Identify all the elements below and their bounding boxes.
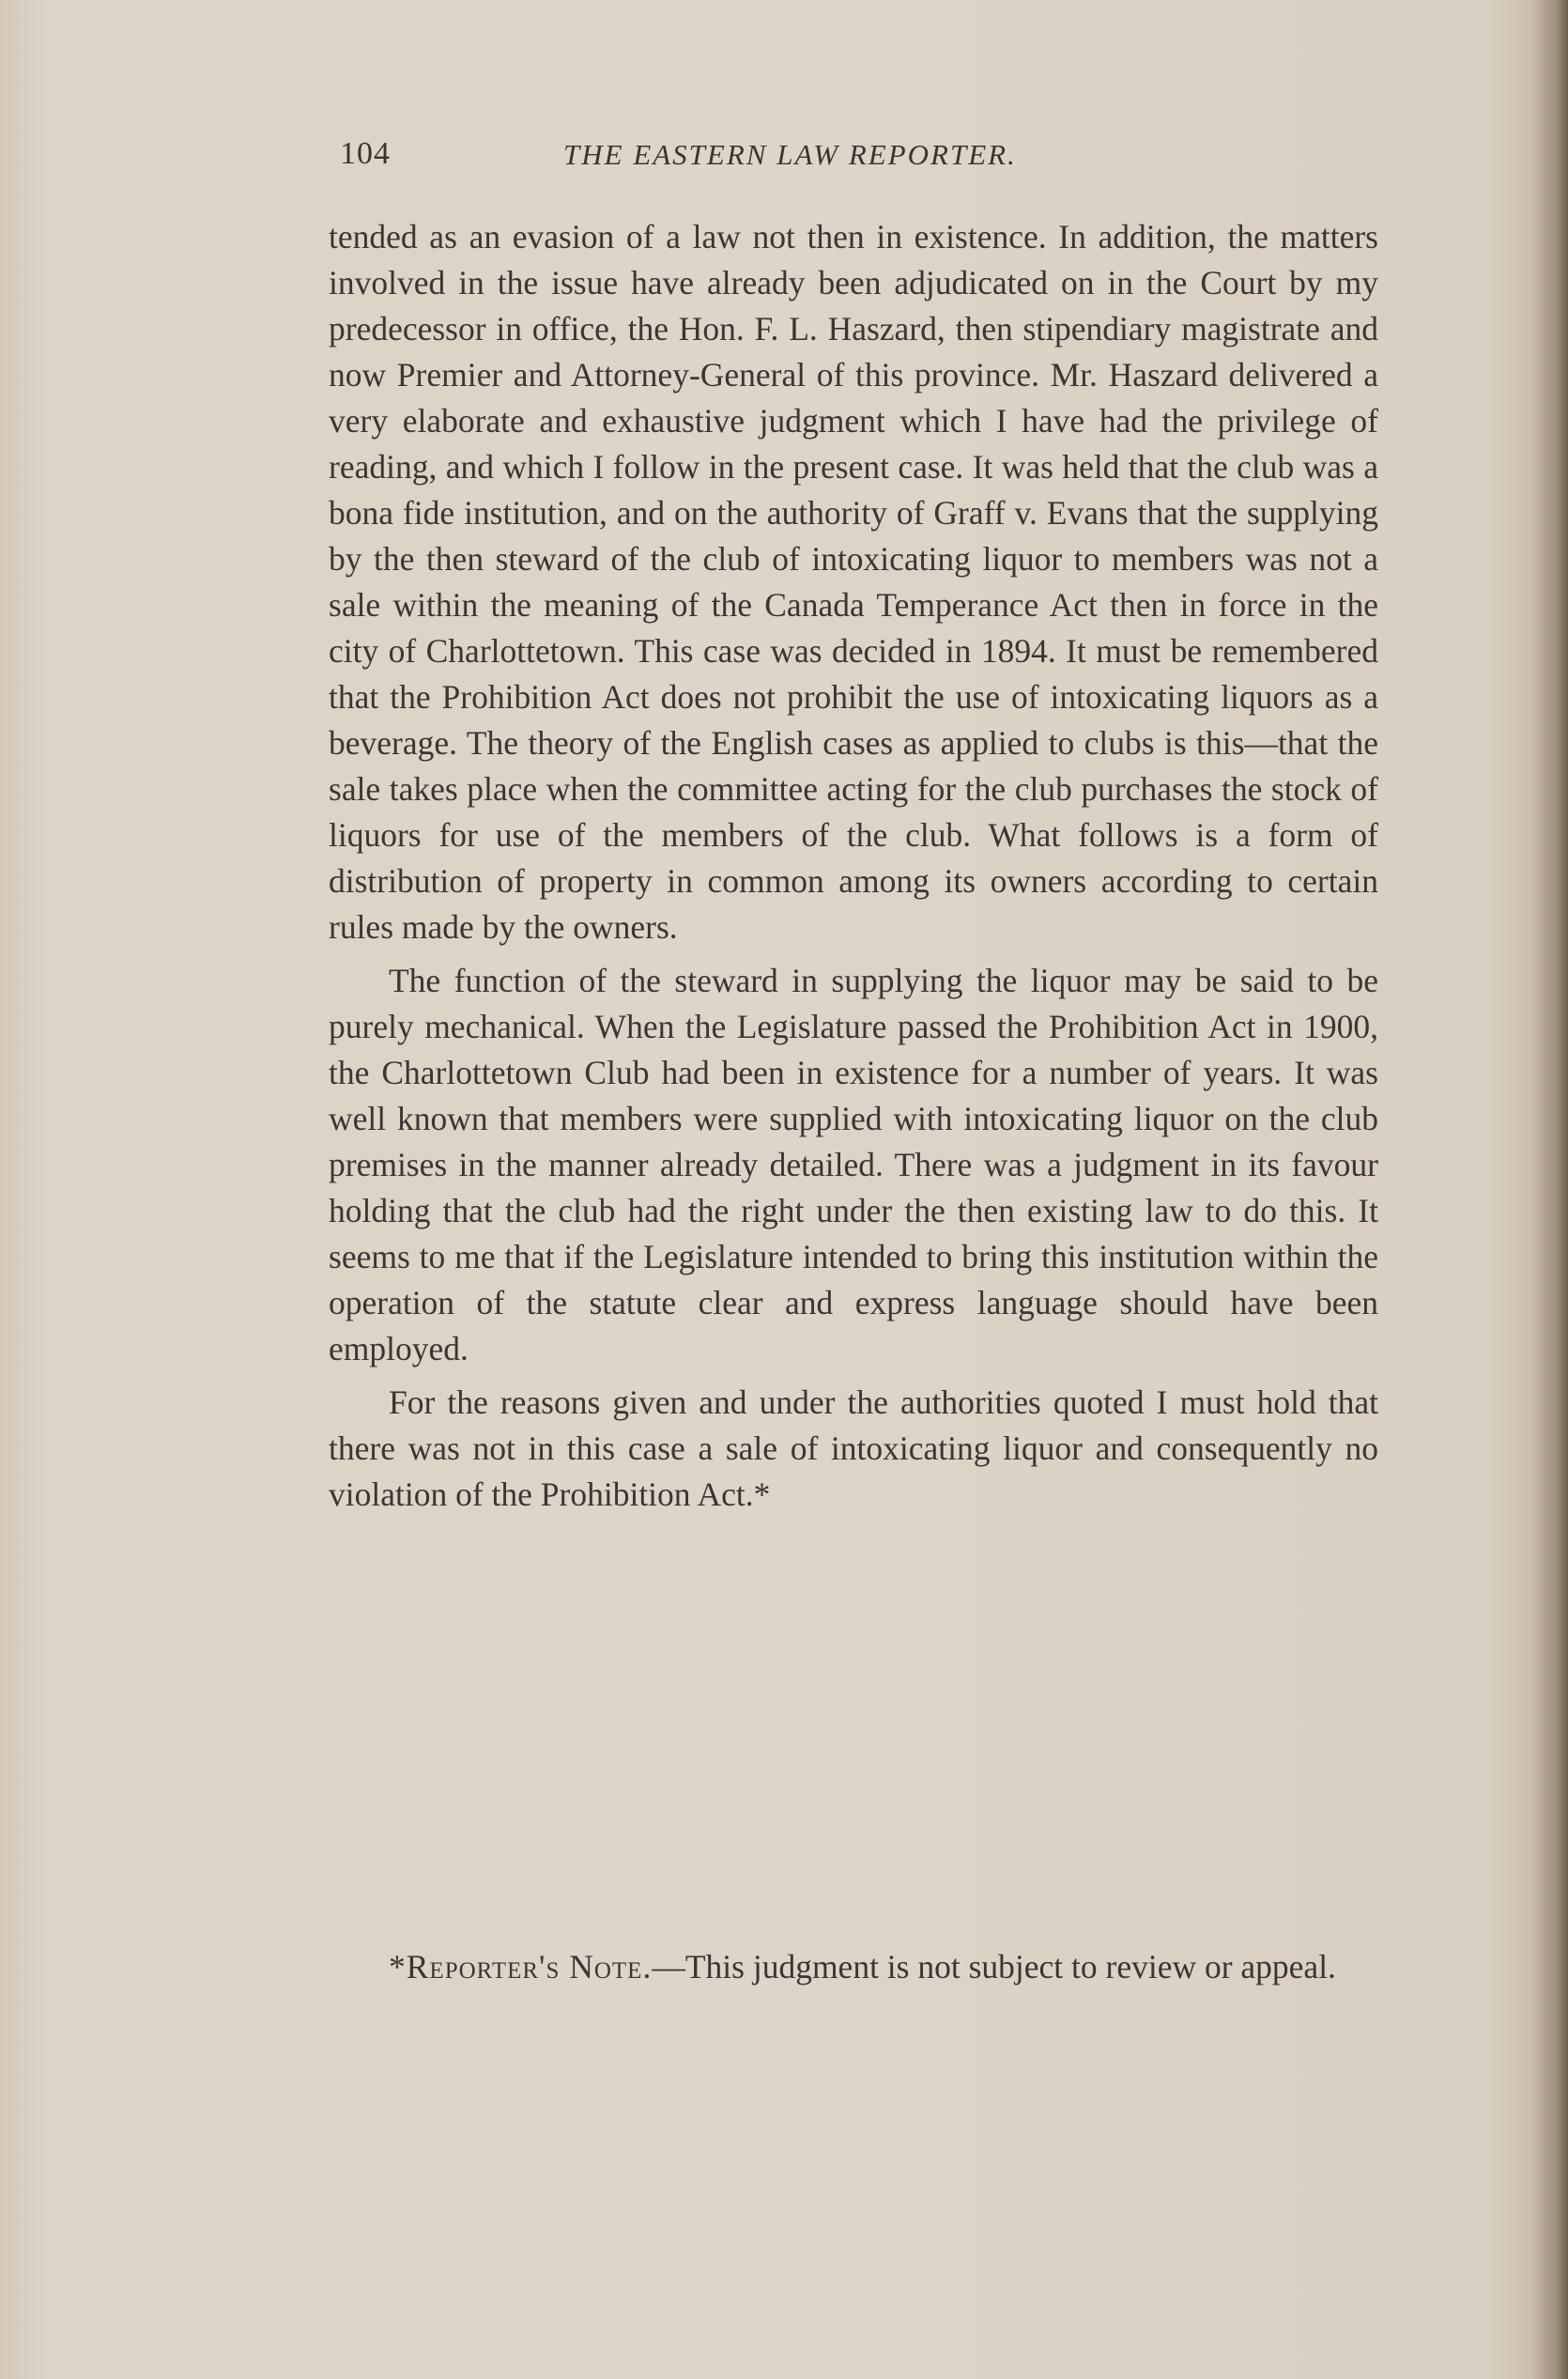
- reporters-note: [329, 1944, 1378, 1990]
- page-number: 104: [340, 136, 391, 171]
- body-text: [329, 214, 1378, 1518]
- paragraph-2: The function of the steward in supplying the liquor may be said to be purely mechanical. When the Legislature passed the Prohibition Act in 1900, the Charlottetown Club had been in existence for a number of years. It was well known that members were supplied with intoxicating liquor on the club premises in the manner already detailed. There was a judgment in its favour holding that the club had the right under the then existing law to do this. It seems to me that if the Legislature intended to bring this institution within the operation of the statute clear and express language should have been employed.: [329, 962, 1378, 1367]
- running-title: THE EASTERN LAW REPORTER.: [563, 138, 1017, 171]
- paragraph-1: tended as an evasion of a law not then in existence. In addition, the matters involved in the issue have already been adjudicated on in the Court by my predecessor in office, the Hon. F. L. Haszard, then stipendiary magistrate and now Premier and Attorney-General of this province. Mr. Haszard delivered a very elaborate and exhaustive judgment which I have had the privilege of reading, and which I follow in the present case. It was held that the club was a bona fide institution, and on the authority of Graff v. Evans that the supplying by the then steward of the club of intoxicating liquor to members was not a sale within the meaning of the Canada Temperance Act then in force in the city of Charlottetown. This case was decided in 1894. It must be remembered that the Prohibition Act does not prohibit the use of intoxicating liquors as a beverage. The theory of the English cases as applied to clubs is this—that the sale takes place when the committee acting for the club purchases the stock of liquors for use of the members of the club. What follows is a form of distribution of property in common among its owners according to certain rules made by the owners.: [329, 218, 1378, 946]
- page-edge-shadow: [1530, 0, 1568, 2379]
- note-text: —This judgment is not subject to review or appeal.: [652, 1948, 1336, 1985]
- paragraph-3: For the reasons given and under the authorities quoted I must hold that there was not in this case a sale of intoxicating liquor and consequently no violation of the Prohibition Act.*: [329, 1383, 1378, 1513]
- page-header: [329, 136, 1380, 183]
- note-label: *Reporter's Note.: [389, 1948, 653, 1985]
